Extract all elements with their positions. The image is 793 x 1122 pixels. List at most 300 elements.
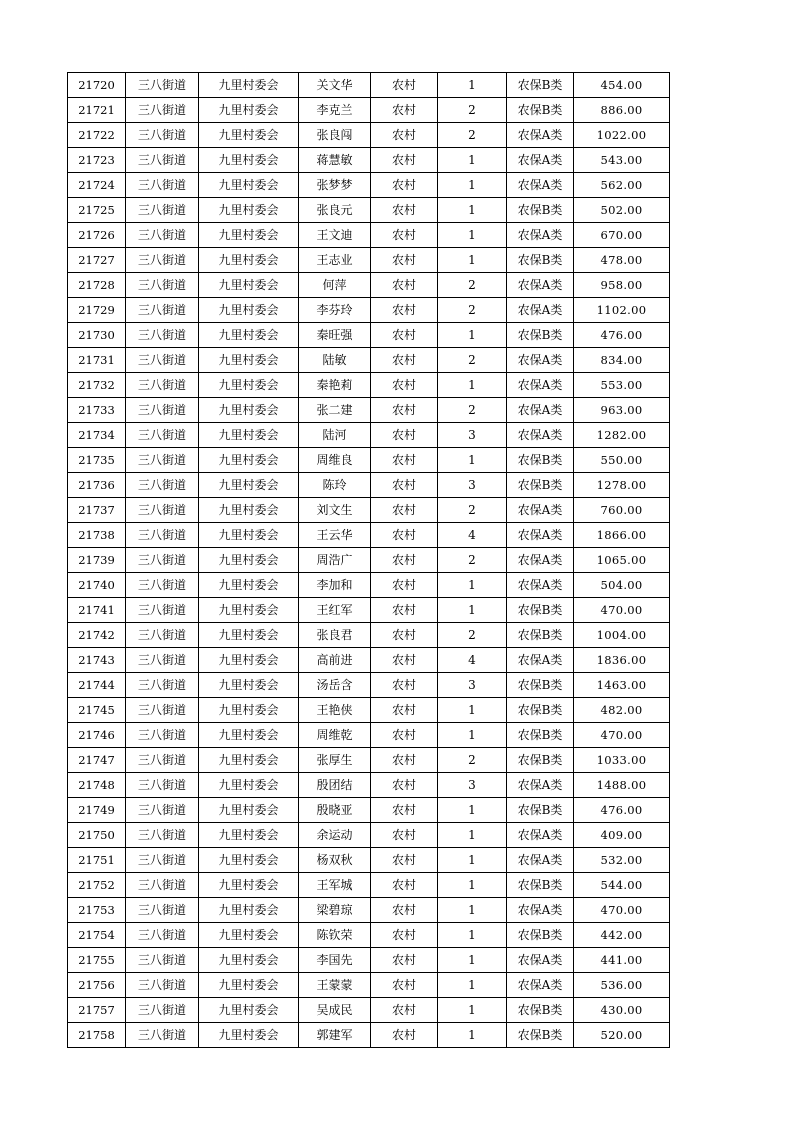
- amount-cell: 544.00: [574, 873, 670, 898]
- committee-cell: 九里村委会: [199, 848, 299, 873]
- amount-cell: 409.00: [574, 823, 670, 848]
- committee-cell: 九里村委会: [199, 673, 299, 698]
- household-count-cell: 1: [438, 573, 507, 598]
- committee-cell: 九里村委会: [199, 973, 299, 998]
- row-id-cell: 21732: [68, 373, 126, 398]
- area-type-cell: 农村: [371, 748, 438, 773]
- table-row: [68, 848, 670, 873]
- amount-cell: 454.00: [574, 73, 670, 98]
- area-type-cell: 农村: [371, 923, 438, 948]
- table-row: [68, 823, 670, 848]
- table-row: [68, 948, 670, 973]
- row-id-cell: 21752: [68, 873, 126, 898]
- row-id-cell: 21746: [68, 723, 126, 748]
- amount-cell: 470.00: [574, 598, 670, 623]
- committee-cell: 九里村委会: [199, 573, 299, 598]
- table-row: [68, 73, 670, 98]
- household-count-cell: 2: [438, 748, 507, 773]
- amount-cell: 476.00: [574, 323, 670, 348]
- row-id-cell: 21750: [68, 823, 126, 848]
- street-cell: 三八街道: [126, 248, 199, 273]
- committee-cell: 九里村委会: [199, 723, 299, 748]
- area-type-cell: 农村: [371, 223, 438, 248]
- committee-cell: 九里村委会: [199, 398, 299, 423]
- area-type-cell: 农村: [371, 898, 438, 923]
- amount-cell: 550.00: [574, 448, 670, 473]
- row-id-cell: 21747: [68, 748, 126, 773]
- row-id-cell: 21745: [68, 698, 126, 723]
- street-cell: 三八街道: [126, 98, 199, 123]
- street-cell: 三八街道: [126, 973, 199, 998]
- category-cell: 农保A类: [507, 273, 574, 298]
- household-count-cell: 1: [438, 73, 507, 98]
- area-type-cell: 农村: [371, 1023, 438, 1048]
- amount-cell: 478.00: [574, 248, 670, 273]
- name-cell: 陆河: [299, 423, 371, 448]
- amount-cell: 1836.00: [574, 648, 670, 673]
- table-row: [68, 123, 670, 148]
- area-type-cell: 农村: [371, 73, 438, 98]
- committee-cell: 九里村委会: [199, 473, 299, 498]
- table-row: [68, 398, 670, 423]
- household-count-cell: 1: [438, 848, 507, 873]
- name-cell: 周维乾: [299, 723, 371, 748]
- household-count-cell: 1: [438, 873, 507, 898]
- area-type-cell: 农村: [371, 173, 438, 198]
- row-id-cell: 21725: [68, 198, 126, 223]
- name-cell: 吴成民: [299, 998, 371, 1023]
- row-id-cell: 21735: [68, 448, 126, 473]
- category-cell: 农保B类: [507, 1023, 574, 1048]
- area-type-cell: 农村: [371, 823, 438, 848]
- row-id-cell: 21721: [68, 98, 126, 123]
- amount-cell: 536.00: [574, 973, 670, 998]
- street-cell: 三八街道: [126, 498, 199, 523]
- table-row: [68, 473, 670, 498]
- table-row: [68, 673, 670, 698]
- area-type-cell: 农村: [371, 298, 438, 323]
- name-cell: 王蒙蒙: [299, 973, 371, 998]
- table-row: [68, 573, 670, 598]
- street-cell: 三八街道: [126, 648, 199, 673]
- table-row: [68, 348, 670, 373]
- category-cell: 农保B类: [507, 698, 574, 723]
- household-count-cell: 3: [438, 773, 507, 798]
- amount-cell: 1278.00: [574, 473, 670, 498]
- table-row: [68, 198, 670, 223]
- area-type-cell: 农村: [371, 473, 438, 498]
- name-cell: 刘文生: [299, 498, 371, 523]
- committee-cell: 九里村委会: [199, 823, 299, 848]
- category-cell: 农保A类: [507, 373, 574, 398]
- committee-cell: 九里村委会: [199, 348, 299, 373]
- area-type-cell: 农村: [371, 798, 438, 823]
- area-type-cell: 农村: [371, 573, 438, 598]
- row-id-cell: 21743: [68, 648, 126, 673]
- committee-cell: 九里村委会: [199, 548, 299, 573]
- committee-cell: 九里村委会: [199, 648, 299, 673]
- street-cell: 三八街道: [126, 798, 199, 823]
- name-cell: 王军城: [299, 873, 371, 898]
- committee-cell: 九里村委会: [199, 748, 299, 773]
- committee-cell: 九里村委会: [199, 123, 299, 148]
- household-count-cell: 1: [438, 973, 507, 998]
- household-count-cell: 4: [438, 523, 507, 548]
- household-count-cell: 2: [438, 548, 507, 573]
- row-id-cell: 21731: [68, 348, 126, 373]
- amount-cell: 482.00: [574, 698, 670, 723]
- name-cell: 王志业: [299, 248, 371, 273]
- street-cell: 三八街道: [126, 873, 199, 898]
- street-cell: 三八街道: [126, 923, 199, 948]
- area-type-cell: 农村: [371, 873, 438, 898]
- name-cell: 李克兰: [299, 98, 371, 123]
- amount-cell: 502.00: [574, 198, 670, 223]
- row-id-cell: 21730: [68, 323, 126, 348]
- household-count-cell: 1: [438, 898, 507, 923]
- committee-cell: 九里村委会: [199, 273, 299, 298]
- category-cell: 农保B类: [507, 323, 574, 348]
- row-id-cell: 21727: [68, 248, 126, 273]
- category-cell: 农保B类: [507, 998, 574, 1023]
- area-type-cell: 农村: [371, 248, 438, 273]
- category-cell: 农保B类: [507, 873, 574, 898]
- area-type-cell: 农村: [371, 848, 438, 873]
- table-row: [68, 498, 670, 523]
- name-cell: 张梦梦: [299, 173, 371, 198]
- household-count-cell: 1: [438, 823, 507, 848]
- area-type-cell: 农村: [371, 673, 438, 698]
- table-row: [68, 523, 670, 548]
- committee-cell: 九里村委会: [199, 423, 299, 448]
- street-cell: 三八街道: [126, 273, 199, 298]
- table-row: [68, 1023, 670, 1048]
- row-id-cell: 21722: [68, 123, 126, 148]
- amount-cell: 886.00: [574, 98, 670, 123]
- area-type-cell: 农村: [371, 423, 438, 448]
- amount-cell: 1065.00: [574, 548, 670, 573]
- name-cell: 张良君: [299, 623, 371, 648]
- area-type-cell: 农村: [371, 648, 438, 673]
- category-cell: 农保A类: [507, 123, 574, 148]
- row-id-cell: 21733: [68, 398, 126, 423]
- household-count-cell: 1: [438, 923, 507, 948]
- row-id-cell: 21741: [68, 598, 126, 623]
- table-row: [68, 173, 670, 198]
- committee-cell: 九里村委会: [199, 798, 299, 823]
- street-cell: 三八街道: [126, 623, 199, 648]
- street-cell: 三八街道: [126, 823, 199, 848]
- amount-cell: 504.00: [574, 573, 670, 598]
- row-id-cell: 21756: [68, 973, 126, 998]
- table-row: [68, 773, 670, 798]
- street-cell: 三八街道: [126, 1023, 199, 1048]
- amount-cell: 834.00: [574, 348, 670, 373]
- category-cell: 农保A类: [507, 773, 574, 798]
- table-row: [68, 873, 670, 898]
- committee-cell: 九里村委会: [199, 898, 299, 923]
- table-row: [68, 923, 670, 948]
- amount-cell: 430.00: [574, 998, 670, 1023]
- area-type-cell: 农村: [371, 148, 438, 173]
- committee-cell: 九里村委会: [199, 373, 299, 398]
- name-cell: 梁碧琼: [299, 898, 371, 923]
- household-count-cell: 1: [438, 998, 507, 1023]
- name-cell: 殷晓亚: [299, 798, 371, 823]
- category-cell: 农保B类: [507, 98, 574, 123]
- amount-cell: 760.00: [574, 498, 670, 523]
- area-type-cell: 农村: [371, 398, 438, 423]
- street-cell: 三八街道: [126, 298, 199, 323]
- row-id-cell: 21744: [68, 673, 126, 698]
- amount-cell: 1033.00: [574, 748, 670, 773]
- row-id-cell: 21724: [68, 173, 126, 198]
- category-cell: 农保B类: [507, 673, 574, 698]
- household-count-cell: 2: [438, 348, 507, 373]
- household-count-cell: 2: [438, 273, 507, 298]
- household-count-cell: 2: [438, 298, 507, 323]
- category-cell: 农保A类: [507, 548, 574, 573]
- category-cell: 农保A类: [507, 173, 574, 198]
- amount-cell: 476.00: [574, 798, 670, 823]
- category-cell: 农保B类: [507, 473, 574, 498]
- category-cell: 农保B类: [507, 748, 574, 773]
- name-cell: 王文迪: [299, 223, 371, 248]
- table-row: [68, 448, 670, 473]
- row-id-cell: 21749: [68, 798, 126, 823]
- household-count-cell: 2: [438, 623, 507, 648]
- category-cell: 农保A类: [507, 423, 574, 448]
- area-type-cell: 农村: [371, 98, 438, 123]
- street-cell: 三八街道: [126, 423, 199, 448]
- category-cell: 农保B类: [507, 923, 574, 948]
- committee-cell: 九里村委会: [199, 248, 299, 273]
- table-row: [68, 148, 670, 173]
- table-row: [68, 973, 670, 998]
- committee-cell: 九里村委会: [199, 623, 299, 648]
- table-row: [68, 998, 670, 1023]
- committee-cell: 九里村委会: [199, 148, 299, 173]
- household-count-cell: 3: [438, 673, 507, 698]
- name-cell: 张二建: [299, 398, 371, 423]
- area-type-cell: 农村: [371, 723, 438, 748]
- committee-cell: 九里村委会: [199, 98, 299, 123]
- category-cell: 农保A类: [507, 298, 574, 323]
- name-cell: 郭建军: [299, 1023, 371, 1048]
- category-cell: 农保B类: [507, 798, 574, 823]
- row-id-cell: 21734: [68, 423, 126, 448]
- row-id-cell: 21739: [68, 548, 126, 573]
- street-cell: 三八街道: [126, 723, 199, 748]
- street-cell: 三八街道: [126, 323, 199, 348]
- category-cell: 农保A类: [507, 223, 574, 248]
- amount-cell: 1282.00: [574, 423, 670, 448]
- name-cell: 杨双秋: [299, 848, 371, 873]
- table-row: [68, 298, 670, 323]
- category-cell: 农保A类: [507, 848, 574, 873]
- committee-cell: 九里村委会: [199, 1023, 299, 1048]
- area-type-cell: 农村: [371, 998, 438, 1023]
- name-cell: 李国先: [299, 948, 371, 973]
- area-type-cell: 农村: [371, 973, 438, 998]
- amount-cell: 441.00: [574, 948, 670, 973]
- table-row: [68, 323, 670, 348]
- row-id-cell: 21748: [68, 773, 126, 798]
- street-cell: 三八街道: [126, 473, 199, 498]
- row-id-cell: 21738: [68, 523, 126, 548]
- household-count-cell: 2: [438, 398, 507, 423]
- street-cell: 三八街道: [126, 148, 199, 173]
- row-id-cell: 21729: [68, 298, 126, 323]
- area-type-cell: 农村: [371, 198, 438, 223]
- category-cell: 农保A类: [507, 498, 574, 523]
- amount-cell: 543.00: [574, 148, 670, 173]
- area-type-cell: 农村: [371, 773, 438, 798]
- category-cell: 农保B类: [507, 598, 574, 623]
- committee-cell: 九里村委会: [199, 498, 299, 523]
- name-cell: 陈钦荣: [299, 923, 371, 948]
- committee-cell: 九里村委会: [199, 73, 299, 98]
- name-cell: 王艳侠: [299, 698, 371, 723]
- street-cell: 三八街道: [126, 123, 199, 148]
- amount-cell: 562.00: [574, 173, 670, 198]
- table-row: [68, 623, 670, 648]
- street-cell: 三八街道: [126, 223, 199, 248]
- committee-cell: 九里村委会: [199, 198, 299, 223]
- area-type-cell: 农村: [371, 323, 438, 348]
- table-row: [68, 898, 670, 923]
- street-cell: 三八街道: [126, 73, 199, 98]
- committee-cell: 九里村委会: [199, 223, 299, 248]
- committee-cell: 九里村委会: [199, 923, 299, 948]
- name-cell: 张厚生: [299, 748, 371, 773]
- street-cell: 三八街道: [126, 573, 199, 598]
- name-cell: 张良闯: [299, 123, 371, 148]
- street-cell: 三八街道: [126, 198, 199, 223]
- row-id-cell: 21728: [68, 273, 126, 298]
- row-id-cell: 21753: [68, 898, 126, 923]
- category-cell: 农保A类: [507, 898, 574, 923]
- household-count-cell: 2: [438, 98, 507, 123]
- street-cell: 三八街道: [126, 673, 199, 698]
- table-row: [68, 273, 670, 298]
- household-count-cell: 1: [438, 173, 507, 198]
- category-cell: 农保B类: [507, 198, 574, 223]
- street-cell: 三八街道: [126, 748, 199, 773]
- row-id-cell: 21723: [68, 148, 126, 173]
- row-id-cell: 21754: [68, 923, 126, 948]
- row-id-cell: 21720: [68, 73, 126, 98]
- row-id-cell: 21751: [68, 848, 126, 873]
- street-cell: 三八街道: [126, 698, 199, 723]
- committee-cell: 九里村委会: [199, 598, 299, 623]
- amount-cell: 1004.00: [574, 623, 670, 648]
- household-count-cell: 1: [438, 323, 507, 348]
- data-table: [67, 72, 670, 1048]
- street-cell: 三八街道: [126, 448, 199, 473]
- category-cell: 农保B类: [507, 248, 574, 273]
- row-id-cell: 21737: [68, 498, 126, 523]
- category-cell: 农保B类: [507, 623, 574, 648]
- amount-cell: 670.00: [574, 223, 670, 248]
- committee-cell: 九里村委会: [199, 773, 299, 798]
- amount-cell: 470.00: [574, 898, 670, 923]
- area-type-cell: 农村: [371, 498, 438, 523]
- area-type-cell: 农村: [371, 273, 438, 298]
- amount-cell: 1022.00: [574, 123, 670, 148]
- street-cell: 三八街道: [126, 898, 199, 923]
- area-type-cell: 农村: [371, 948, 438, 973]
- committee-cell: 九里村委会: [199, 323, 299, 348]
- row-id-cell: 21758: [68, 1023, 126, 1048]
- category-cell: 农保B类: [507, 448, 574, 473]
- amount-cell: 963.00: [574, 398, 670, 423]
- category-cell: 农保A类: [507, 573, 574, 598]
- street-cell: 三八街道: [126, 173, 199, 198]
- name-cell: 陈玲: [299, 473, 371, 498]
- name-cell: 秦旺强: [299, 323, 371, 348]
- area-type-cell: 农村: [371, 448, 438, 473]
- category-cell: 农保A类: [507, 973, 574, 998]
- name-cell: 陆敏: [299, 348, 371, 373]
- category-cell: 农保A类: [507, 948, 574, 973]
- area-type-cell: 农村: [371, 598, 438, 623]
- amount-cell: 1488.00: [574, 773, 670, 798]
- household-count-cell: 1: [438, 598, 507, 623]
- household-count-cell: 4: [438, 648, 507, 673]
- amount-cell: 1866.00: [574, 523, 670, 548]
- street-cell: 三八街道: [126, 998, 199, 1023]
- street-cell: 三八街道: [126, 523, 199, 548]
- household-count-cell: 2: [438, 498, 507, 523]
- street-cell: 三八街道: [126, 848, 199, 873]
- row-id-cell: 21755: [68, 948, 126, 973]
- table-row: [68, 598, 670, 623]
- committee-cell: 九里村委会: [199, 523, 299, 548]
- amount-cell: 520.00: [574, 1023, 670, 1048]
- household-count-cell: 1: [438, 948, 507, 973]
- category-cell: 农保A类: [507, 398, 574, 423]
- household-count-cell: 2: [438, 123, 507, 148]
- name-cell: 高前进: [299, 648, 371, 673]
- table-row: [68, 548, 670, 573]
- name-cell: 关文华: [299, 73, 371, 98]
- row-id-cell: 21742: [68, 623, 126, 648]
- street-cell: 三八街道: [126, 348, 199, 373]
- amount-cell: 442.00: [574, 923, 670, 948]
- table-body: [68, 73, 670, 1048]
- area-type-cell: 农村: [371, 373, 438, 398]
- street-cell: 三八街道: [126, 398, 199, 423]
- table-row: [68, 648, 670, 673]
- area-type-cell: 农村: [371, 698, 438, 723]
- table-row: [68, 423, 670, 448]
- category-cell: 农保A类: [507, 148, 574, 173]
- name-cell: 李芬玲: [299, 298, 371, 323]
- committee-cell: 九里村委会: [199, 298, 299, 323]
- table-row: [68, 223, 670, 248]
- household-count-cell: 1: [438, 448, 507, 473]
- amount-cell: 1463.00: [574, 673, 670, 698]
- name-cell: 王红军: [299, 598, 371, 623]
- area-type-cell: 农村: [371, 523, 438, 548]
- household-count-cell: 1: [438, 198, 507, 223]
- household-count-cell: 3: [438, 423, 507, 448]
- area-type-cell: 农村: [371, 348, 438, 373]
- name-cell: 汤岳含: [299, 673, 371, 698]
- name-cell: 何萍: [299, 273, 371, 298]
- category-cell: 农保A类: [507, 823, 574, 848]
